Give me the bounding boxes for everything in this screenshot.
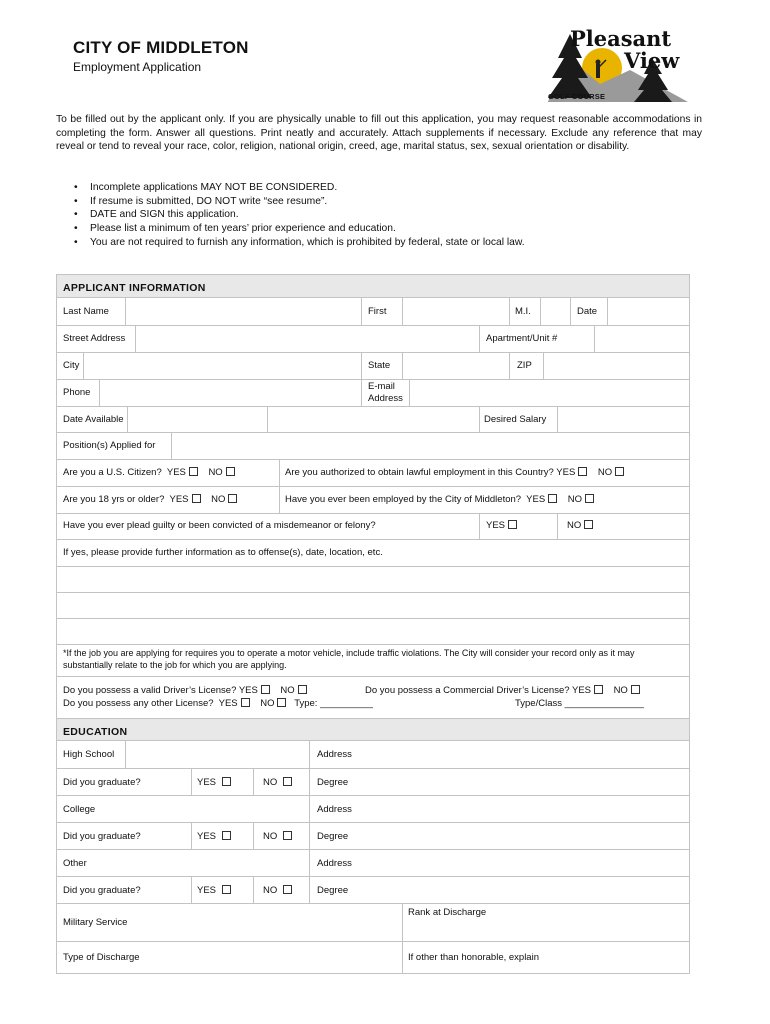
other-license-question: Do you possess any other License? YES NO Type: __________ bbox=[63, 698, 373, 709]
convicted-yes-checkbox[interactable] bbox=[508, 520, 517, 529]
convicted-no-checkbox[interactable] bbox=[584, 520, 593, 529]
employed-question: Have you ever been employed by the City of Middleton? YES NO bbox=[285, 494, 594, 505]
applicant-section-header: APPLICANT INFORMATION bbox=[63, 282, 206, 294]
list-item: • Incomplete applications MAY NOT BE CONSIDERED. bbox=[74, 181, 694, 195]
license-question: Do you possess a valid Driver’s License? YES NO bbox=[63, 685, 307, 696]
first-name-label: First bbox=[368, 306, 387, 317]
other-address-label: Address bbox=[317, 858, 352, 869]
date-available-label: Date Available bbox=[63, 414, 124, 425]
rank-discharge-label: Rank at Discharge bbox=[408, 907, 487, 918]
commercial-yes-checkbox[interactable] bbox=[594, 685, 603, 694]
apartment-label: Apartment/Unit # bbox=[486, 333, 558, 344]
high-school-label: High School bbox=[63, 749, 115, 760]
last-name-label: Last Name bbox=[63, 306, 109, 317]
state-label: State bbox=[368, 360, 391, 371]
age-question: Are you 18 yrs or older? YES NO bbox=[63, 494, 237, 505]
application-form bbox=[56, 274, 690, 974]
page-subtitle: Employment Application bbox=[73, 60, 202, 74]
intro-paragraph: To be filled out by the applicant only. If you are physically unable to fill out this application, you may request reasonable accommodations in completing the form. Answer all questions. Print neatly and accurately. Attach supplements if necessary. Exclude any reference that may reveal or tend to reveal your race, color, religion, national origin, creed, age, marital status, sex, sexual orientation or disability. bbox=[56, 114, 702, 153]
type-discharge-label: Type of Discharge bbox=[63, 952, 140, 963]
graduate-no-checkbox-3[interactable] bbox=[283, 885, 292, 894]
authorized-yes-checkbox[interactable] bbox=[578, 467, 587, 476]
employed-no-checkbox[interactable] bbox=[585, 494, 594, 503]
graduate-yes-1: YES bbox=[197, 777, 231, 788]
if-yes-label: If yes, please provide further information as to offense(s), date, location, etc. bbox=[63, 547, 383, 558]
graduate-yes-checkbox-3[interactable] bbox=[222, 885, 231, 894]
citizen-question: Are you a U.S. Citizen? YES NO bbox=[63, 467, 235, 478]
positions-label: Position(s) Applied for bbox=[63, 440, 156, 451]
graduate-no-2: NO bbox=[263, 831, 292, 842]
logo-word-view: View bbox=[624, 48, 680, 73]
date-label: Date bbox=[577, 306, 598, 317]
desired-salary-label: Desired Salary bbox=[484, 414, 547, 425]
commercial-no-checkbox[interactable] bbox=[631, 685, 640, 694]
citizen-yes-checkbox[interactable] bbox=[189, 467, 198, 476]
graduate-yes-checkbox-1[interactable] bbox=[222, 777, 231, 786]
street-address-label: Street Address bbox=[63, 333, 126, 344]
other-than-honorable-label: If other than honorable, explain bbox=[408, 952, 539, 963]
email-label: E-mail Address bbox=[368, 381, 403, 404]
instruction-list bbox=[74, 181, 694, 250]
commercial-license-question: Do you possess a Commercial Driver’s License? YES NO bbox=[365, 685, 640, 696]
phone-label: Phone bbox=[63, 387, 91, 398]
type-class-label: Type/Class _______________ bbox=[515, 698, 644, 709]
education-section-header: EDUCATION bbox=[63, 726, 128, 738]
page-title: CITY OF MIDDLETON bbox=[73, 38, 249, 57]
authorized-question: Are you authorized to obtain lawful employment in this Country? YES NO bbox=[285, 467, 624, 478]
convicted-yes: YES bbox=[486, 520, 517, 531]
other-school-label: Other bbox=[63, 858, 87, 869]
motor-vehicle-note: *If the job you are applying for requires you to operate a motor vehicle, include traffic violations. The City will consider your record only as it may substantially relate to the job for which you are applying. bbox=[63, 648, 635, 670]
graduate-question-1: Did you graduate? bbox=[63, 777, 141, 788]
degree-label-1: Degree bbox=[317, 777, 349, 788]
license-yes-checkbox[interactable] bbox=[261, 685, 270, 694]
graduate-question-2: Did you graduate? bbox=[63, 831, 141, 842]
authorized-no-checkbox[interactable] bbox=[615, 467, 624, 476]
graduate-question-3: Did you graduate? bbox=[63, 885, 141, 896]
graduate-no-1: NO bbox=[263, 777, 292, 788]
military-service-label: Military Service bbox=[63, 917, 128, 928]
college-label: College bbox=[63, 804, 96, 815]
list-item: • DATE and SIGN this application. bbox=[74, 208, 694, 222]
graduate-yes-3: YES bbox=[197, 885, 231, 896]
logo-word-pleasant: Pleasant bbox=[570, 26, 672, 51]
zip-label: ZIP bbox=[517, 360, 532, 371]
age-yes-checkbox[interactable] bbox=[192, 494, 201, 503]
citizen-no-checkbox[interactable] bbox=[226, 467, 235, 476]
other-license-no-checkbox[interactable] bbox=[277, 698, 286, 707]
middle-initial-label: M.I. bbox=[515, 306, 531, 317]
list-item: • You are not required to furnish any information, which is prohibited by federal, state or local law. bbox=[74, 236, 694, 250]
high-school-address-label: Address bbox=[317, 749, 352, 760]
employed-yes-checkbox[interactable] bbox=[548, 494, 557, 503]
convicted-no: NO bbox=[567, 520, 593, 531]
degree-label-2: Degree bbox=[317, 831, 349, 842]
convicted-question: Have you ever plead guilty or been convicted of a misdemeanor or felony? bbox=[63, 520, 376, 531]
graduate-yes-2: YES bbox=[197, 831, 231, 842]
graduate-no-checkbox-2[interactable] bbox=[283, 831, 292, 840]
other-license-yes-checkbox[interactable] bbox=[241, 698, 250, 707]
age-no-checkbox[interactable] bbox=[228, 494, 237, 503]
city-label: City bbox=[63, 360, 80, 371]
list-item: • If resume is submitted, DO NOT write “see resume”. bbox=[74, 195, 694, 209]
college-address-label: Address bbox=[317, 804, 352, 815]
degree-label-3: Degree bbox=[317, 885, 349, 896]
graduate-yes-checkbox-2[interactable] bbox=[222, 831, 231, 840]
pleasant-view-logo bbox=[540, 26, 690, 104]
graduate-no-3: NO bbox=[263, 885, 292, 896]
list-item: • Please list a minimum of ten years’ prior experience and education. bbox=[74, 222, 694, 236]
logo-word-golf-course: GOLF COURSE bbox=[548, 92, 606, 101]
license-no-checkbox[interactable] bbox=[298, 685, 307, 694]
graduate-no-checkbox-1[interactable] bbox=[283, 777, 292, 786]
